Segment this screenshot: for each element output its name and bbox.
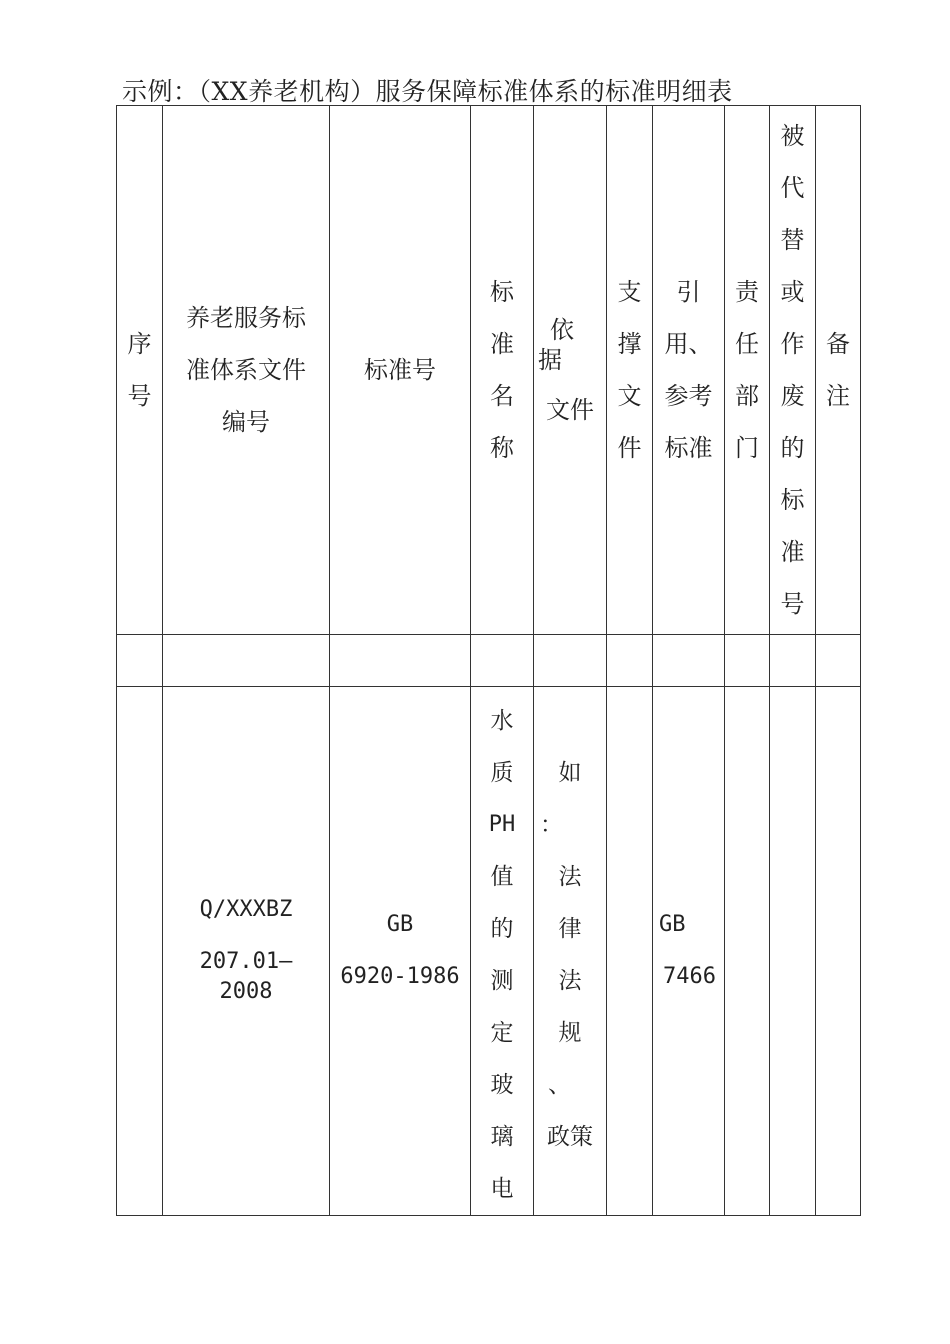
cell-std-no: GB 6920-1986 <box>330 687 471 1216</box>
header-basis: 依 据 文件 <box>534 106 607 635</box>
header-support: 支 撑 文 件 <box>607 106 653 635</box>
cell-support <box>607 687 653 1216</box>
table-cell <box>770 635 816 687</box>
table-cell <box>816 635 861 687</box>
cell-doc-no: Q/XXXBZ 207.01— 2008 <box>163 687 330 1216</box>
header-doc-no: 养老服务标 准体系文件 编号 <box>163 106 330 635</box>
table-cell <box>653 635 725 687</box>
table-row <box>117 687 861 1216</box>
standards-table <box>116 105 861 1216</box>
header-replaced: 被 代 替 或 作 废 的 标 准 号 <box>770 106 816 635</box>
header-remark: 备 注 <box>816 106 861 635</box>
table-cell <box>117 635 163 687</box>
table-cell <box>471 635 534 687</box>
header-ref: 引 用、 参考 标准 <box>653 106 725 635</box>
table-cell <box>725 635 770 687</box>
table-cell <box>330 635 471 687</box>
table-cell <box>534 635 607 687</box>
cell-ref: GB 7466 <box>653 687 725 1216</box>
header-std-no: 标准号 <box>330 106 471 635</box>
cell-basis: 如 ： 法 律 法 规 、 政策 <box>534 687 607 1216</box>
table-row-empty <box>117 635 861 687</box>
header-std-name: 标 准 名 称 <box>471 106 534 635</box>
cell-dept <box>725 687 770 1216</box>
cell-replaced <box>770 687 816 1216</box>
page-title: 示例：（XX养老机构）服务保障标准体系的标准明细表 <box>122 77 733 106</box>
header-dept: 责 任 部 门 <box>725 106 770 635</box>
cell-remark <box>816 687 861 1216</box>
header-row <box>117 106 861 635</box>
header-seq: 序 号 <box>117 106 163 635</box>
cell-std-name: 水 质 PH 值 的 测 定 玻 璃 电 <box>471 687 534 1216</box>
table-cell <box>163 635 330 687</box>
cell-seq <box>117 687 163 1216</box>
table-cell <box>607 635 653 687</box>
